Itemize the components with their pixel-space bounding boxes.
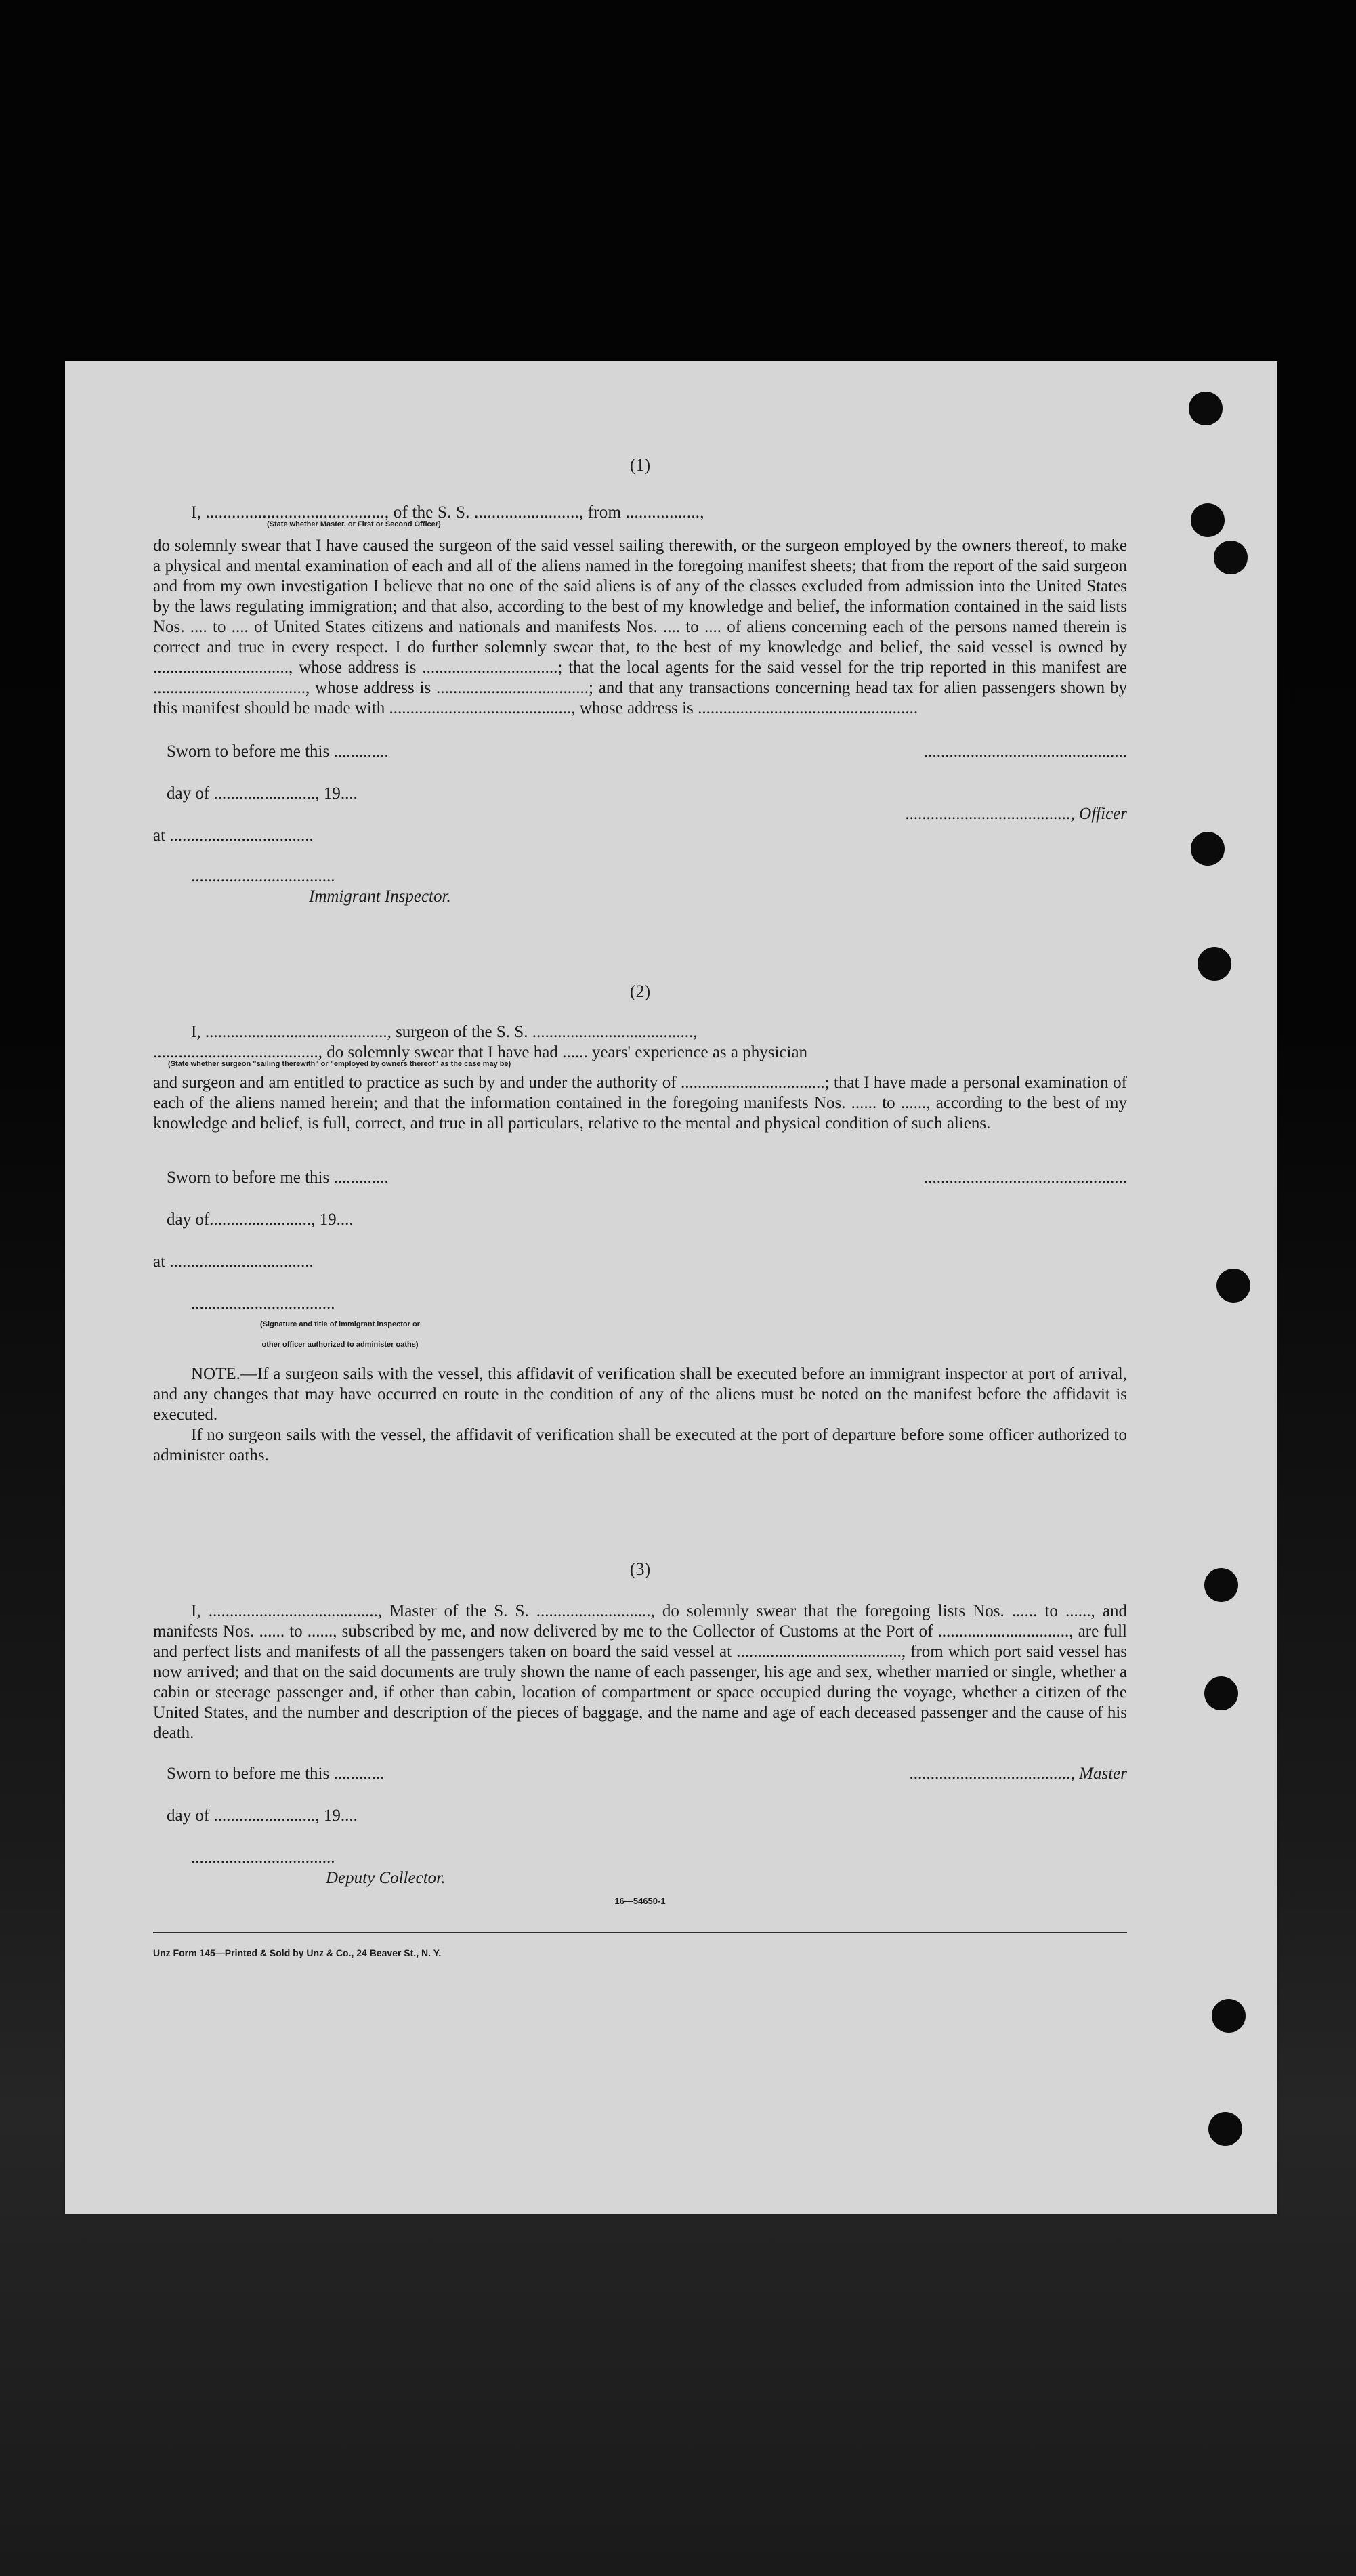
form-code: 16—54650-1 — [614, 1896, 666, 1906]
surgeon-experience-line: ......................................., do solemnly swear that I have had ...... years' experience as a physician — [153, 1043, 808, 1061]
date-line: day of ........................, 19.... — [167, 1807, 358, 1825]
section-number: (2) — [629, 981, 651, 1001]
inspector-title: Immigrant Inspector. — [309, 887, 451, 906]
master-manifest-oath-text: I, ........................................, Master of the S. S. ..........................., do solemnly swear that the foregoing lists Nos. ...... to ......, and manifests Nos. ...... to ......, subscribed by me, and now delivered by me to the Collector of Customs at the Port of ..............................., are full and perfect lists and manifests of all the passengers taken on board the said vessel at ......................................., from which port said vessel has now arrived; and that on the said documents are truly shown the name of each passenger, his age and sex, whether married or single, whether a cabin or steerage passenger and, if other than cabin, location of compartment or space occupied during the voyage, whether a citizen of the United States, and the number and description of the pieces of baggage, and the name and age of each deceased passenger and the cause of his death. — [153, 1602, 1127, 1742]
master-oath-text: do solemnly swear that I have caused the surgeon of the said vessel sailing therewith, or the surgeon employed by the owners thereof, to make a physical and mental examination of each and all of the aliens named in the foregoing manifest sheets; that from the report of the said surgeon and from my own investigation I believe that no one of the said aliens is of any of the classes excluded from admission into the United States by the laws regulating immigration; and that also, according to the best of my knowledge and belief, the information contained in the said lists Nos. .... to .... of United States citizens and nationals and manifests Nos. .... to .... of aliens concerning each of the persons named therein is correct and true in every respect. I do further solemnly swear that, to the best of my knowledge and belief, the said vessel is owned by ................................, whose address is ................................; that the local agents for the said vessel for the trip reported in this manifest are ...................................., whose address is ....................................; and that any transactions concerning head tax for alien passengers shown by this manifest should be made with ..........................................., whose address is .................................................... — [153, 536, 1127, 717]
collector-signature-line: .................................. — [191, 1849, 335, 1867]
field-note: (State whether Master, or First or Second Officer) — [267, 520, 441, 528]
section-number: (3) — [629, 1559, 651, 1579]
surgeon-declaration-line: I, ..........................................., surgeon of the S. S. ......................................, — [191, 1023, 698, 1041]
punch-hole — [1214, 541, 1248, 574]
signature-line: ................................................ — [924, 1168, 1127, 1187]
surgeon-oath-text: and surgeon and am entitled to practice as such by and under the authority of ..................................; that I have made a personal examination of each of the aliens named herein; and that the information contained in the foregoing manifests Nos. ...... to ......, according to the best of my knowledge and belief, is full, correct, and true in all particulars, relative to the mental and physical condition of such aliens. — [153, 1074, 1127, 1133]
note-paragraph: If no surgeon sails with the vessel, the affidavit of verification shall be executed at the port of departure before some officer authorized to administer oaths. — [153, 1426, 1127, 1464]
signature-note: (Signature and title of immigrant inspector or — [260, 1320, 420, 1328]
punch-hole — [1204, 1568, 1238, 1602]
inspector-signature-line: .................................. — [191, 867, 335, 885]
sworn-line: Sworn to before me this ............. — [167, 1168, 389, 1187]
master-signature-line: ......................................, Master — [910, 1765, 1127, 1783]
punch-hole — [1208, 2112, 1242, 2146]
place-line: at .................................. — [153, 826, 314, 845]
place-line: at .................................. — [153, 1252, 314, 1271]
signature-line: ................................................ — [924, 742, 1127, 761]
officer-signature-line: ......................................., Officer — [905, 805, 1127, 823]
punch-hole — [1204, 1676, 1238, 1710]
sworn-line: Sworn to before me this ............. — [167, 742, 389, 761]
punch-hole — [1191, 832, 1225, 866]
signature-note: other officer authorized to administer oaths) — [261, 1340, 419, 1349]
field-note: (State whether surgeon "sailing therewith" or "employed by owners thereof" as the case may be) — [168, 1060, 511, 1068]
sworn-line: Sworn to before me this ............ — [167, 1765, 385, 1783]
section-number: (1) — [629, 455, 651, 475]
punch-hole — [1189, 392, 1223, 425]
date-line: day of ........................, 19.... — [167, 784, 358, 803]
printer-imprint: Unz Form 145—Printed & Sold by Unz & Co., 24 Beaver St., N. Y. — [153, 1947, 442, 1958]
punch-hole — [1212, 1999, 1246, 2033]
punch-hole — [1216, 1269, 1250, 1303]
punch-hole — [1191, 503, 1225, 537]
date-line: day of........................, 19.... — [167, 1210, 354, 1229]
note-paragraph: NOTE.—If a surgeon sails with the vessel, this affidavit of verification shall be executed before an immigrant inspector at port of arrival, and any changes that may have occurred en route in the condition of any of the aliens must be noted on the manifest before the affidavit is executed. — [153, 1365, 1127, 1424]
collector-title: Deputy Collector. — [326, 1869, 446, 1887]
master-declaration-line: I, ........................................., of the S. S. ........................, from ................., — [191, 503, 704, 522]
punch-hole — [1198, 947, 1231, 981]
affidavit-content — [153, 455, 1127, 1963]
officer-signature-line: .................................. — [191, 1294, 335, 1313]
